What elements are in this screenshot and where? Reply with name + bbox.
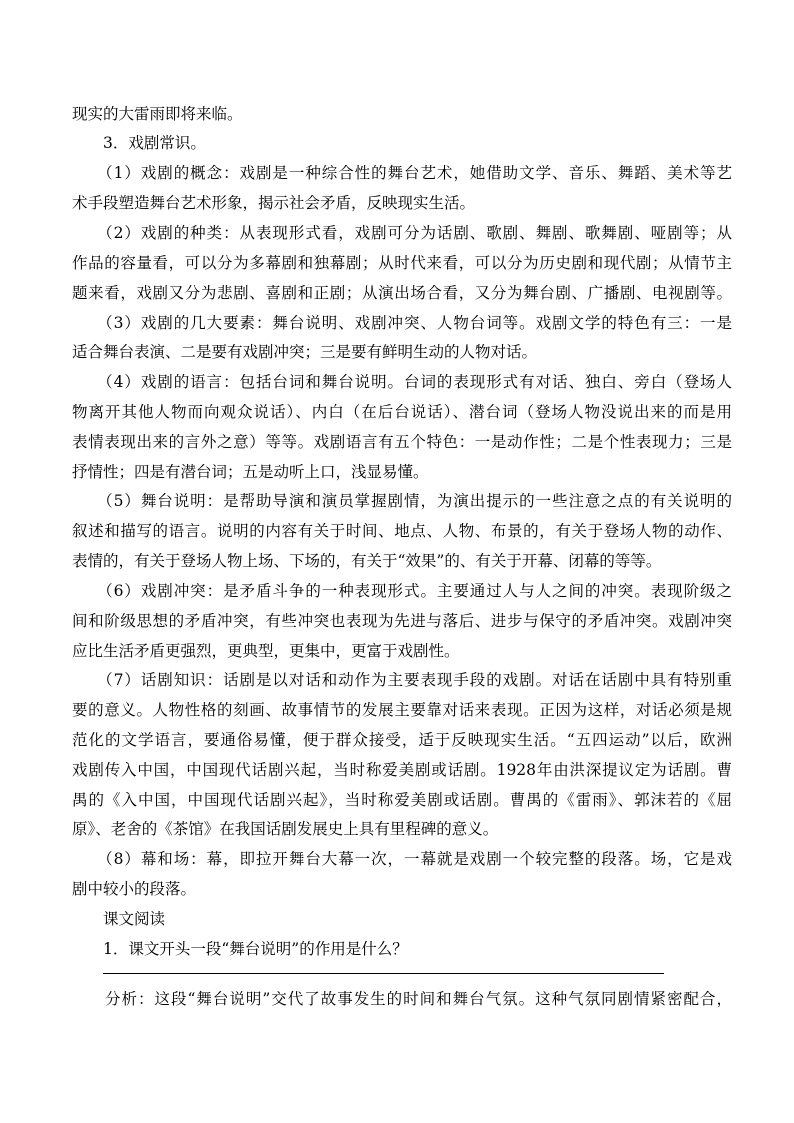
- question-text: 1．课文开头一段“舞台说明”的作用是什么？: [72, 940, 408, 958]
- section-heading: 课文阅读: [72, 910, 166, 928]
- text-line: 原》、老舍的《茶馆》在我国话剧发展史上具有里程碑的意义。: [72, 820, 499, 838]
- text-line: 物离开其他人物而向观众说话）、内白（在后台说话）、潜台词（登场人物没说出来的而是用: [72, 403, 732, 421]
- answer-line: [103, 973, 664, 974]
- text-line: 现实的大雷雨即将来临。: [72, 105, 243, 123]
- text-line: （5）舞台说明：是帮助导演和演员掌握剧情，为演出提示的一些注意之点的有关说明的: [72, 492, 732, 510]
- text-line: 戏剧传入中国，中国现代话剧兴起，当时称爱美剧或话剧。1928年由洪深提议定为话剧。曹: [72, 761, 732, 779]
- text-line: 题来看，戏剧又分为悲剧、喜剧和正剧；从演出场合看，又分为舞台剧、广播剧、电视剧等。: [72, 284, 732, 302]
- text-line: （8）幕和场：幕，即拉开舞台大幕一次，一幕就是戏剧一个较完整的段落。场，它是戏: [72, 850, 732, 868]
- text-line: （7）话剧知识：话剧是以对话和动作为主要表现手段的戏剧。对话在话剧中具有特别重: [72, 671, 732, 689]
- text-line: 3．戏剧常识。: [72, 134, 206, 152]
- text-line: （4）戏剧的语言：包括台词和舞台说明。台词的表现形式有对话、独白、旁白（登场人: [72, 373, 732, 391]
- text-line: 作品的容量看，可以分为多幕剧和独幕剧；从时代来看，可以分为历史剧和现代剧；从情节主: [72, 254, 732, 272]
- text-line: 适合舞台表演、二是要有戏剧冲突；三是要有鲜明生动的人物对话。: [72, 343, 538, 361]
- text-line: 禺的《入中国，中国现代话剧兴起》，当时称爱美剧或话剧。曹禺的《雷雨》、郭沫若的《屈: [72, 791, 732, 809]
- text-line: 术手段塑造舞台艺术形象，揭示社会矛盾，反映现实生活。: [72, 194, 476, 212]
- text-line: 范化的文学语言，要通俗易懂，便于群众接受，适于反映现实生活。“五四运动”以后，欧洲: [72, 731, 732, 749]
- text-line: 表情表现出来的言外之意）等等。戏剧语言有五个特色：一是动作性；二是个性表现力；三是: [72, 433, 732, 451]
- text-line: 叙述和描写的语言。说明的内容有关于时间、地点、人物、布景的，有关于登场人物的动作、: [72, 522, 732, 540]
- text-line: 表情的，有关于登场人物上场、下场的，有关于“效果”的、有关于开幕、闭幕的等等。: [72, 552, 662, 570]
- text-line: （3）戏剧的几大要素：舞台说明、戏剧冲突、人物台词等。戏剧文学的特色有三：一是: [72, 314, 732, 332]
- text-line: 抒情性；四是有潜台词；五是动听上口，浅显易懂。: [72, 463, 429, 481]
- text-line: 剧中较小的段落。: [72, 880, 197, 898]
- text-line: （2）戏剧的种类：从表现形式看，戏剧可分为话剧、歌剧、舞剧、歌舞剧、哑剧等；从: [72, 224, 732, 242]
- text-line: （1）戏剧的概念：戏剧是一种综合性的舞台艺术，她借助文学、音乐、舞蹈、美术等艺: [72, 164, 732, 182]
- text-line: 要的意义。人物性格的刻画、故事情节的发展主要靠对话来表现。正因为这样，对话必须是规: [72, 701, 732, 719]
- text-line: （6）戏剧冲突：是矛盾斗争的一种表现形式。主要通过人与人之间的冲突。表现阶级之: [72, 582, 732, 600]
- analysis-text: 分析：这段“舞台说明”交代了故事发生的时间和舞台气氛。这种气氛同剧情紧密配合，: [72, 990, 732, 1008]
- text-line: 间和阶级思想的矛盾冲突，有些冲突也表现为先进与落后、进步与保守的矛盾冲突。戏剧冲突: [72, 612, 732, 630]
- text-line: 应比生活矛盾更强烈，更典型，更集中，更富于戏剧性。: [72, 642, 460, 660]
